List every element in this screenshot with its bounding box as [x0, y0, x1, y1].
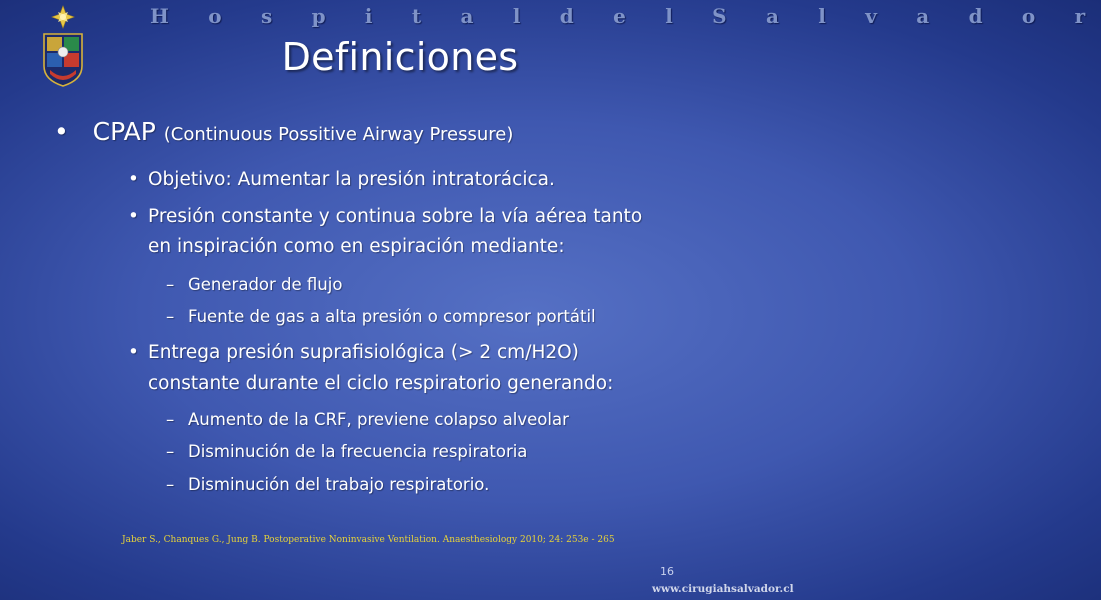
dash-icon: – [166, 410, 175, 429]
subpoint-respiratory-rate: Disminución de la frecuencia respiratoria [188, 442, 528, 461]
institution-header: H o s p i t a l d e l S a l v a d o r [150, 4, 1101, 28]
bullet-icon: • [128, 342, 139, 363]
supraphysiologic-point-line2: constante durante el ciclo respiratorio generando: [148, 373, 614, 394]
pressure-point-line1: Presión constante y continua sobre la vía aérea tanto [148, 206, 643, 227]
pressure-point-line2: en inspiración como en espiración mediante: [148, 236, 565, 257]
bullet-icon: • [128, 169, 139, 190]
subpoint-respiratory-work: Disminución del trabajo respiratorio. [188, 475, 490, 494]
dash-icon: – [166, 442, 175, 461]
bullet-icon: • [54, 117, 69, 146]
page-number: 16 [660, 565, 674, 578]
reference-footnote: Jaber S., Chanques G., Jung B. Postoperative Noninvasive Ventilation. Anaesthesiology 2010; 24: 253e - 265 [122, 535, 615, 545]
cpap-label: CPAP [92, 117, 156, 146]
subpoint-flow-generator: Generador de flujo [188, 275, 343, 294]
website-link[interactable]: www.cirugiahsalvador.cl [652, 583, 794, 595]
slide-title: Definiciones [281, 35, 519, 79]
bullet-icon: • [128, 206, 139, 227]
dash-icon: – [166, 307, 175, 326]
cpap-point [54, 117, 513, 146]
objective-point: Objetivo: Aumentar la presión intratorácica. [148, 169, 555, 190]
dash-icon: – [166, 475, 175, 494]
supraphysiologic-point-line1: Entrega presión suprafisiológica (> 2 cm/H2O) [148, 342, 579, 363]
subpoint-gas-source: Fuente de gas a alta presión o compresor portátil [188, 307, 596, 326]
dash-icon: – [166, 275, 175, 294]
cpap-expansion: (Continuous Possitive Airway Pressure) [163, 124, 514, 145]
subpoint-crf: Aumento de la CRF, previene colapso alveolar [188, 410, 569, 429]
